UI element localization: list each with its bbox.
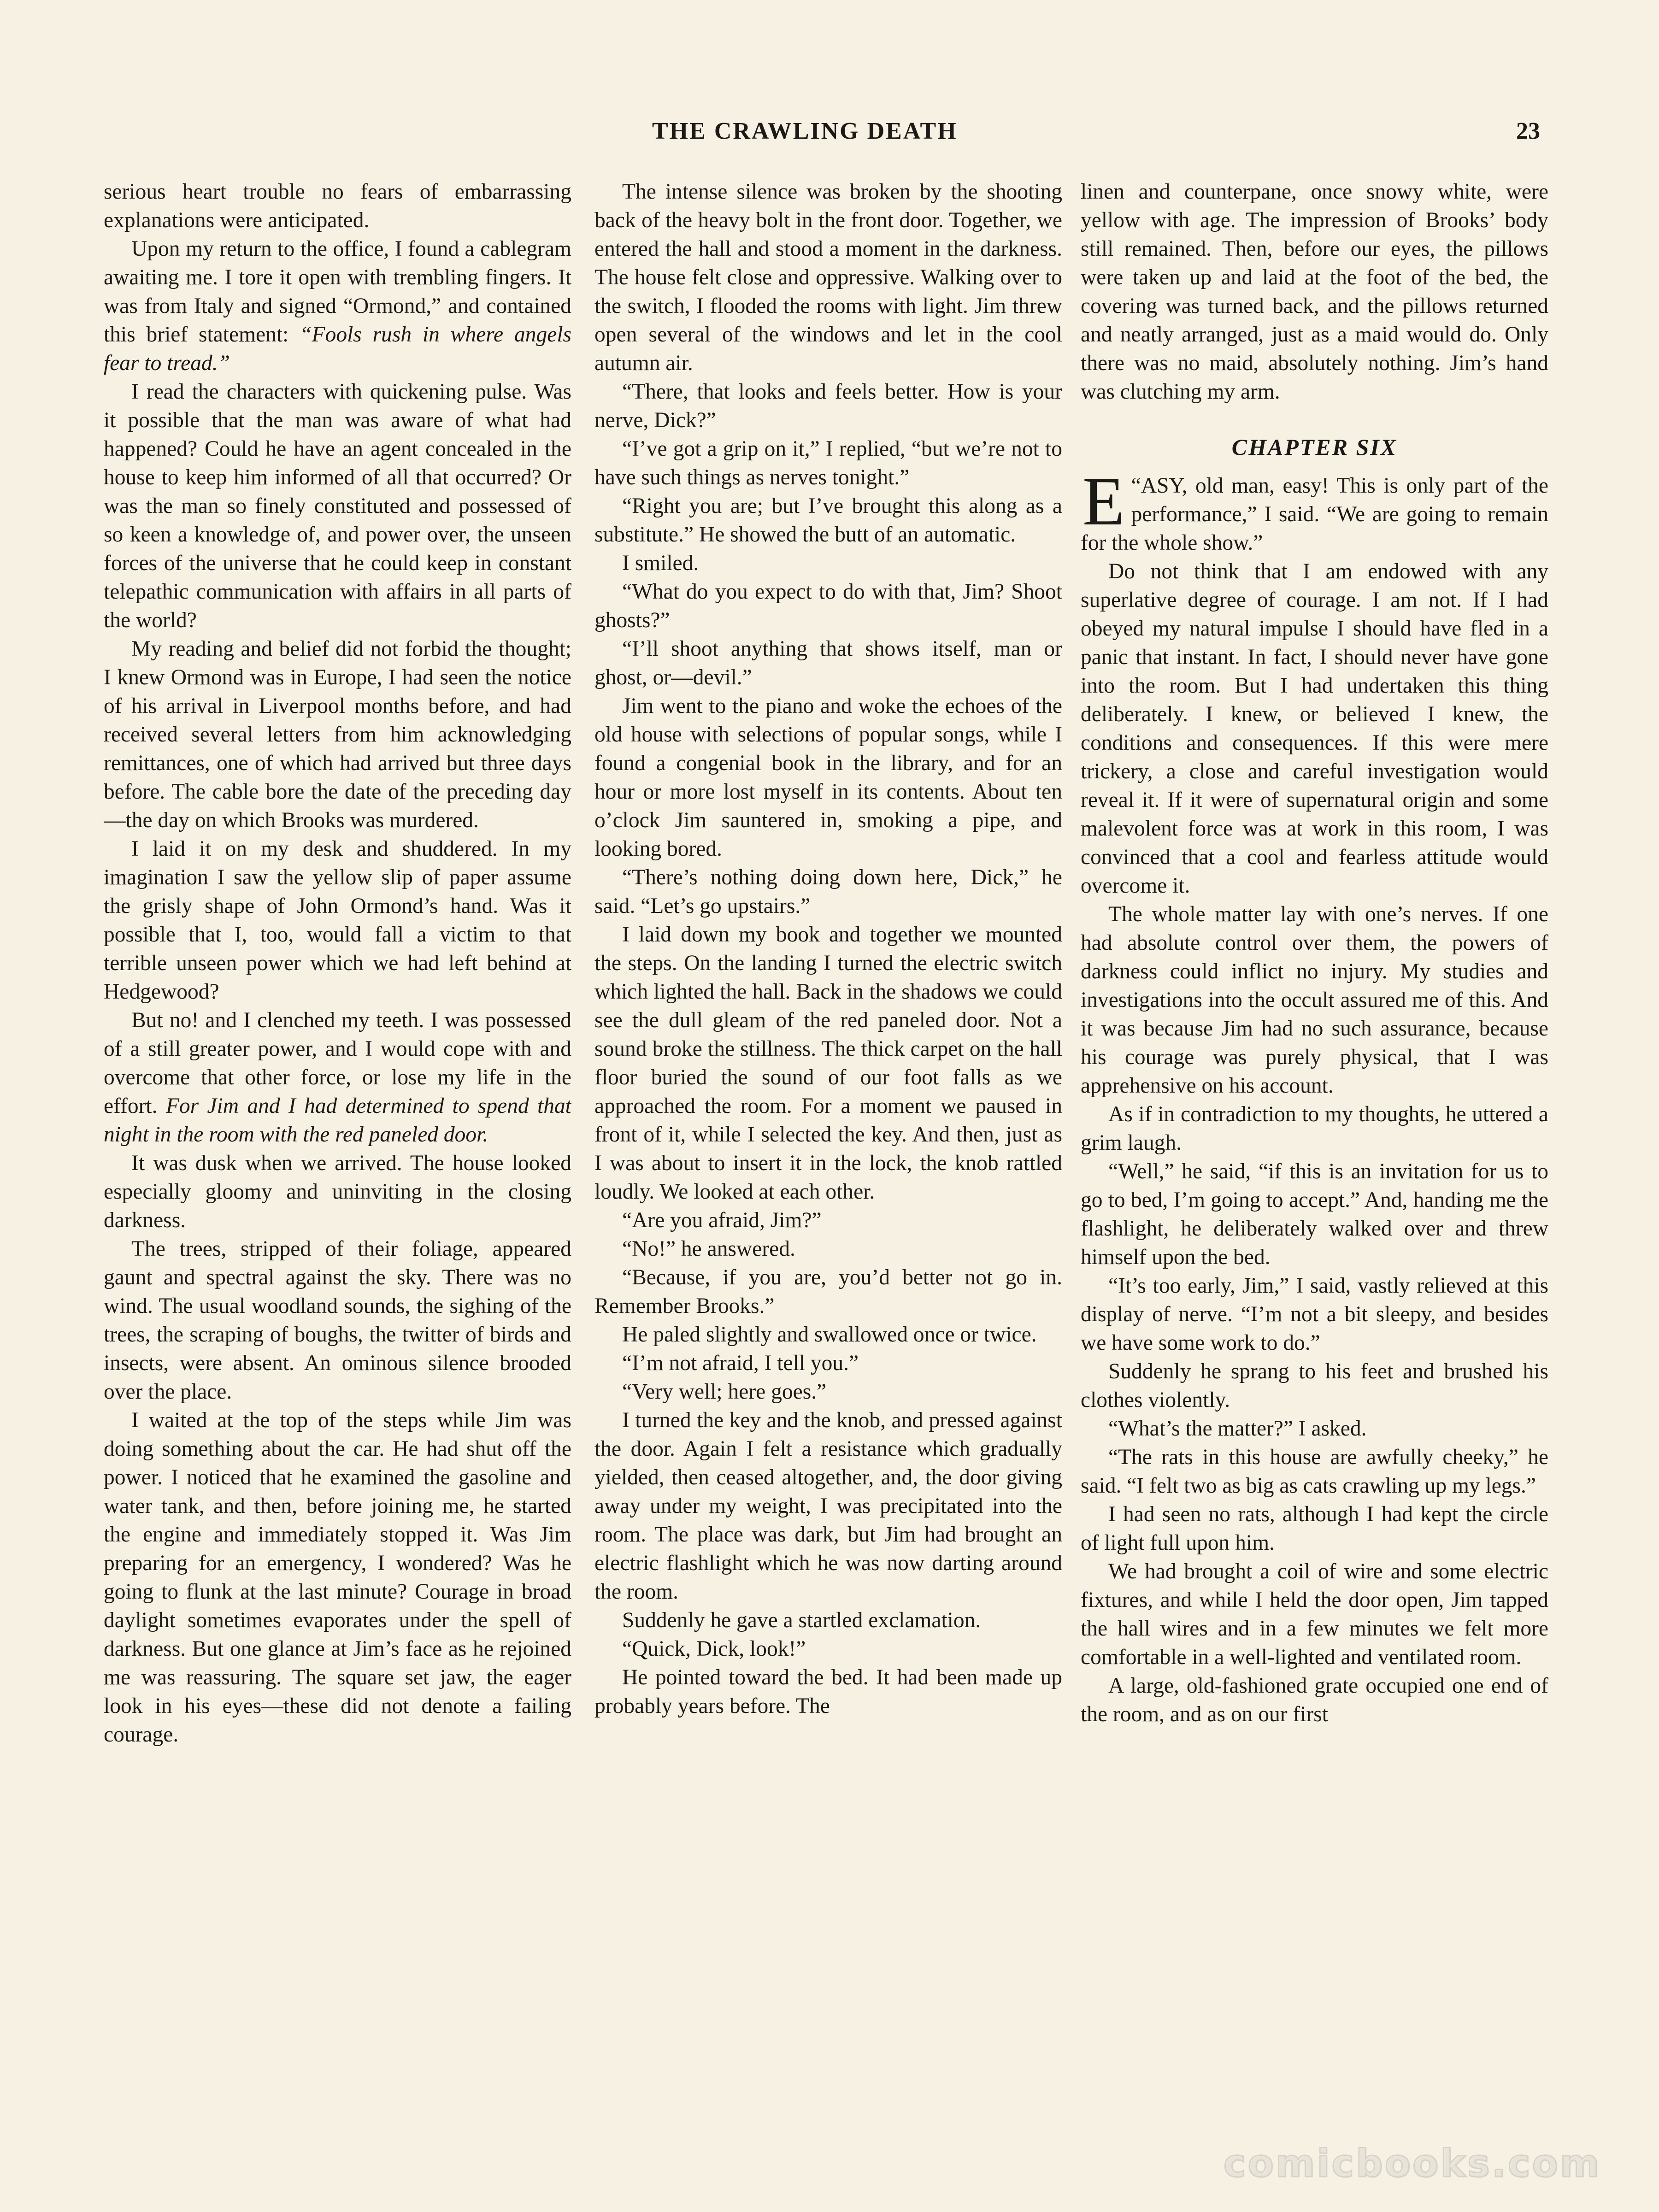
paragraph: “There’s nothing doing down here, Dick,” he said. “Let’s go upstairs.” [594,865,1062,918]
text-column-1 [104,177,571,2048]
paragraph: “I’m not afraid, I tell you.” [622,1351,859,1375]
paragraph [104,1006,571,1149]
paragraph: I laid it on my desk and shuddered. In my imagination I saw the yellow slip of paper assume the grisly shape of John Ormond’s hand. Was it possible that I, too, would fall a victim to that terrible unseen power which we had left behind at Hedgewood? [104,837,571,1004]
paragraph: The whole matter lay with one’s nerves. If one had absolute control over them, the powers of darkness could inflict no injury. My studies and investigations into the occult assured me of this. And it was because Jim had no such assurance, because his courage was purely physical, that I was apprehensive on his account. [1081,902,1548,1098]
paragraph: It was dusk when we arrived. The house looked especially gloomy and uninviting in the closing darkness. [104,1151,571,1232]
opening-quote: “ [1131,474,1141,498]
paragraph: “No!” he answered. [622,1237,795,1261]
text-column-2 [594,177,1062,2048]
cablegram-quote: “Fools rush in where angels fear to tread.” [104,323,571,375]
paragraph: “Well,” he said, “if this is an invitation for us to go to bed, I’m going to accept.” And, handing me the flashlight, he deliberately walked over and threw himself upon the bed. [1081,1159,1548,1269]
paragraph: linen and counterpane, once snowy white, were yellow with age. The impression of Brooks’ body still remained. Then, before our eyes, the pillows were taken up and laid at the foot of the bed, the covering was turned back, and the pillows returned and neatly arranged, just as a maid would do. Only there was no maid, absolutely nothing. Jim’s hand was clutching my arm. [1081,180,1548,404]
paragraph: Suddenly he sprang to his feet and brushed his clothes violently. [1081,1359,1548,1412]
paragraph: I turned the key and the knob, and pressed against the door. Again I felt a resistance which gradually yielded, then ceased altogether, and, the door giving away under my weight, I was precipitated into the room. The place was dark, but Jim had brought an electric flashlight which he was now darting around the room. [594,1408,1062,1604]
paragraph: Jim went to the piano and woke the echoes of the old house with selections of popular songs, while I found a congenial book in the library, and for an hour or more lost myself in its contents. About ten o’clock Jim sauntered in, smoking a pipe, and looking bored. [594,694,1062,861]
paragraph: “I’ve got a grip on it,” I replied, “but we’re not to have such things as nerves tonight.” [594,437,1062,489]
paragraph: He pointed toward the bed. It had been made up probably years before. The [594,1665,1062,1718]
paragraph: My reading and belief did not forbid the thought; I knew Ormond was in Europe, I had seen the notice of his arrival in Liverpool months before, and had received several letters from him acknowledging remittances, one of which had arrived but three days before. The cable bore the date of the preceding day—the day on which Brooks was murdered. [104,637,571,832]
paragraph: I waited at the top of the steps while Jim was doing something about the car. He had shut off the power. I noticed that he examined the gasoline and water tank, and then, before joining me, he started the engine and immediately stopped it. Was Jim preparing for an emergency, I wondered? Was he going to flunk at the last minute? Courage in broad daylight sometimes evaporates under the spell of darkness. But one glance at Jim’s face as he rejoined me was reassuring. The square set jaw, the eager look in his eyes—these did not denote a failing courage. [104,1408,571,1747]
paragraph: As if in contradiction to my thoughts, he uttered a grim laugh. [1081,1102,1548,1155]
paragraph-text: But no! and I clenched my teeth. I was possessed of a still greater power, and I would cope with and overcome that other force, or lose my life in the effort. [104,1008,571,1118]
paragraph: serious heart trouble no fears of embarrassing explanations were anticipated. [104,180,571,232]
paragraph: “Quick, Dick, look!” [622,1637,806,1661]
paragraph: “The rats in this house are awfully cheeky,” he said. “I felt two as big as cats crawling up my legs.” [1081,1445,1548,1498]
text-column-3 [1081,177,1548,2048]
watermark: comicbooks.com [1224,2142,1601,2186]
paragraph: I laid down my book and together we mounted the steps. On the landing I turned the electric switch which lighted the hall. Back in the shadows we could see the dull gleam of the red paneled door. Not a sound broke the stillness. The thick carpet on the hall floor buried the sound of our foot falls as we approached the room. For a moment we paused in front of it, while I selected the key. And then, just as I was about to insert it in the lock, the knob rattled loudly. We looked at each other. [594,923,1062,1204]
paragraph: “What’s the matter?” I asked. [1108,1417,1367,1441]
paragraph: “Very well; here goes.” [622,1380,827,1404]
drop-cap: E [1082,463,1125,540]
chapter-opening-paragraph [1081,463,1548,557]
paragraph [104,235,571,377]
paragraph: Suddenly he gave a startled exclamation. [622,1608,981,1632]
paragraph: “There, that looks and feels better. How is your nerve, Dick?” [594,380,1062,432]
italic-resolution: For Jim and I had determined to spend that night in the room with the red paneled door. [104,1094,571,1147]
page-number: 23 [1516,118,1540,144]
paragraph: “It’s too early, Jim,” I said, vastly relieved at this display of nerve. “I’m not a bit sleepy, and besides we have some work to do.” [1081,1274,1548,1355]
paragraph: A large, old-fashioned grate occupied one end of the room, and as on our first [1081,1674,1548,1726]
paragraph: The trees, stripped of their foliage, appeared gaunt and spectral against the sky. There was no wind. The usual woodland sounds, the sighing of the trees, the scraping of boughs, the twitter of birds and insects, were absent. An ominous silence brooded over the place. [104,1237,571,1404]
page-header [0,118,1659,154]
paragraph: “What do you expect to do with that, Jim? Shoot ghosts?” [594,580,1062,632]
paragraph: “I’ll shoot anything that shows itself, man or ghost, or—devil.” [594,637,1062,689]
paragraph: “Right you are; but I’ve brought this along as a substitute.” He showed the butt of an automatic. [594,494,1062,547]
paragraph: I smiled. [622,551,699,575]
running-title: THE CRAWLING DEATH [652,118,958,144]
paragraph-text: Upon my return to the office, I found a cablegram awaiting me. I tore it open with trembling fingers. It was from Italy and signed “Ormond,” and contained this brief statement: [104,237,571,347]
chapter-heading: CHAPTER SIX [1231,434,1398,460]
paragraph-text: ASY, old man, easy! This is only part of the performance,” I said. “We are going to remain for the whole show.” [1081,474,1548,555]
paragraph: “Are you afraid, Jim?” [622,1208,822,1232]
paragraph: We had brought a coil of wire and some electric fixtures, and while I held the door open, Jim tapped the hall wires and in a few minutes we felt more comfortable in a well-lighted and ventilated room. [1081,1559,1548,1669]
paragraph: Do not think that I am endowed with any superlative degree of courage. I am not. If I had obeyed my natural impulse I should have fled in a panic that instant. In fact, I should never have gone into the room. But I had undertaken this thing deliberately. I knew, or believed I knew, the conditions and consequences. If this were mere trickery, a close and careful investigation would reveal it. If it were of supernatural origin and some malevolent force was at work in this room, I was convinced that a cool and fearless attitude would overcome it. [1081,559,1548,898]
paragraph: “Because, if you are, you’d better not go in. Remember Brooks.” [594,1265,1062,1318]
paragraph: He paled slightly and swallowed once or twice. [622,1323,1037,1347]
paragraph: The intense silence was broken by the shooting back of the heavy bolt in the front door. Together, we entered the hall and stood a moment in the darkness. The house felt close and oppressive. Walking over to the switch, I flooded the rooms with light. Jim threw open several of the windows and let in the cool autumn air. [594,180,1062,375]
paragraph: I had seen no rats, although I had kept the circle of light full upon him. [1081,1502,1548,1555]
paragraph: I read the characters with quickening pulse. Was it possible that the man was aware of what had happened? Could he have an agent concealed in the house to keep him informed of all that occurred? Or was the man so finely constituted and possessed of so keen a knowledge of, and power over, the unseen forces of the universe that he could keep in constant telepathic communication with affairs in all parts of the world? [104,380,571,632]
